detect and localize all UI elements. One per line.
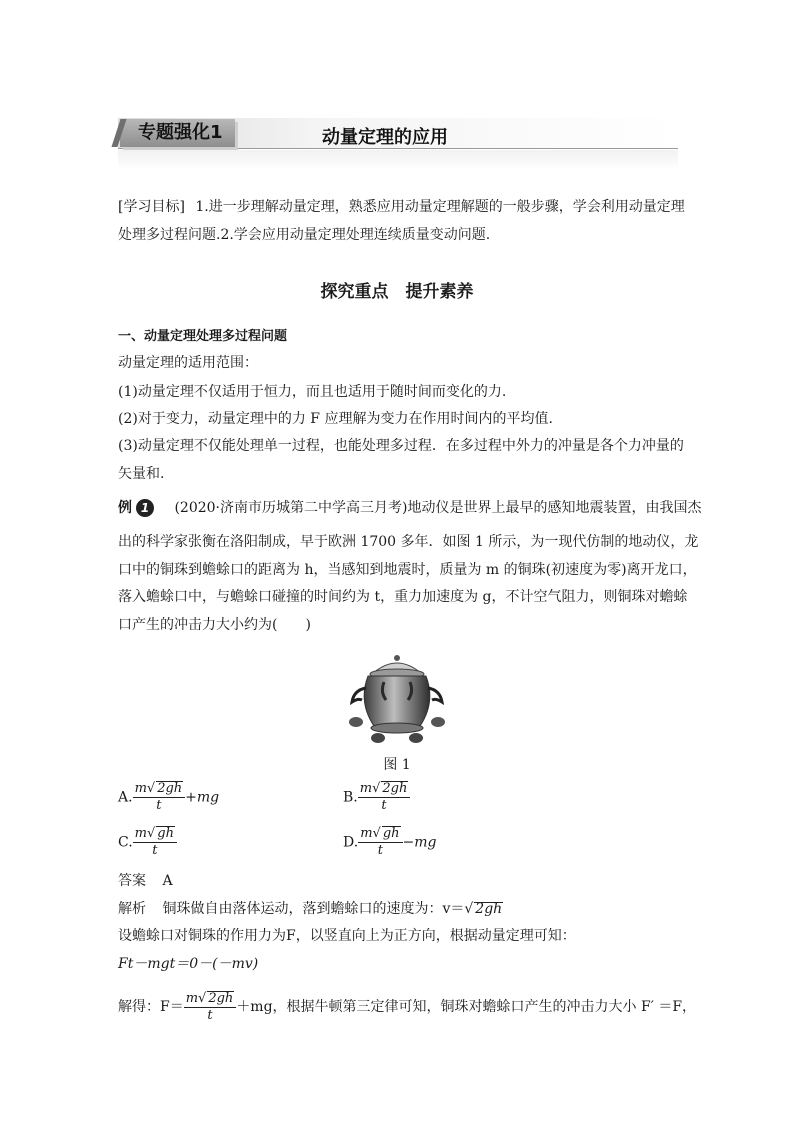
analysis-text1: 铜珠做自由落体运动，落到蟾蜍口的速度为：v＝ [162,901,465,917]
section-subheading: 一、动量定理处理多过程问题 [118,329,288,344]
example-label: 例 [118,500,132,516]
scope-item-3-line1: (3)动量定理不仅能处理单一过程，也能处理多过程．在多过程中外力的冲量是各个力冲量的 [118,438,684,454]
option-d-fraction: $\frac{m√ gh}{t}$ [358,826,402,859]
analysis-line2: 设蟾蜍口对铜珠的作用力为F，以竖直向上为正方向，根据动量定理可知： [118,928,576,944]
answer-label: 答案 [118,873,146,889]
option-a-tail: +mg [185,789,220,806]
example-line2: 出的科学家张衡在洛阳制成，早于欧洲 1700 多年．如图 1 所示，为一现代仿制的地动仪，龙 [118,534,699,550]
scope-item-3-line2: 矢量和. [118,466,165,482]
objectives-line2: 处理多过程问题.2.学会应用动量定理处理连续质量变动问题. [118,227,491,243]
analysis-solve-prefix: 解得：F＝ [118,999,184,1015]
option-a-label: A. [118,789,133,806]
example-line4: 落入蟾蜍口中，与蟾蜍口碰撞的时间约为 t，重力加速度为 g，不计空气阻力，则铜珠对蟾蜍 [118,589,688,605]
option-a-fraction: $\frac{m√ 2gh}{t}$ [133,781,186,814]
analysis-line4 [118,990,696,1024]
scope-intro: 动量定理的适用范围： [118,355,258,371]
header-band-shadow [118,150,678,170]
chapter-tag: 专题强化1 [120,119,235,147]
objectives-line1 [118,194,685,220]
answer-value: A [162,873,173,889]
example-text1: (2020·济南市历城第二中学高三月考)地动仪是世界上最早的感知地震装置，由我国杰 [174,500,702,516]
example-line3: 口中的铜珠到蟾蜍口的距离为 h，当感知到地震时，质量为 m 的铜珠(初速度为零)离开龙口， [118,562,697,578]
analysis-label: 解析 [118,901,146,917]
analysis-line1: 解析 铜珠做自由落体运动，落到蟾蜍口的速度为：v＝√ 2gh [118,901,503,917]
answer-line [118,868,173,894]
section-title: 探究重点 提升素养 [320,282,474,302]
analysis-equation: Ft－mgt＝0－(－mv) [118,956,259,972]
example-line5: 口产生的冲击力大小约为( ) [118,617,311,633]
option-d[interactable] [343,826,436,859]
option-c-fraction: $\frac{m√ gh}{t}$ [133,826,177,859]
analysis-solve-suffix: ＋mg，根据牛顿第三定律可知，铜珠对蟾蜍口产生的冲击力大小 F′ ＝F， [236,999,697,1015]
option-b[interactable] [343,781,410,814]
seismograph-image [344,652,450,744]
scope-item-1: (1)动量定理不仅适用于恒力，而且也适用于随时间而变化的力. [118,384,507,400]
figure-caption: 图 1 [383,757,411,773]
example-number-badge: 1 [136,499,154,517]
option-c[interactable] [118,826,177,859]
chapter-title: 动量定理的应用 [322,127,448,148]
option-d-tail: −mg [402,834,437,851]
objectives-label: [学习目标] [118,199,185,215]
option-d-label: D. [343,834,359,851]
option-b-fraction: $\frac{m√ 2gh}{t}$ [358,781,411,814]
example-line1 [118,495,701,521]
option-c-label: C. [118,834,133,851]
analysis-sqrt: 2gh [475,901,503,917]
option-b-label: B. [343,789,358,806]
scope-item-2: (2)对于变力，动量定理中的力 F 应理解为变力在作用时间内的平均值. [118,411,553,427]
objectives-text1: 1.进一步理解动量定理，熟悉应用动量定理解题的一般步骤，学会利用动量定理 [195,199,685,215]
analysis-fraction: $\frac{m√ 2gh}{t}$ [184,991,237,1024]
option-a[interactable] [118,781,219,814]
